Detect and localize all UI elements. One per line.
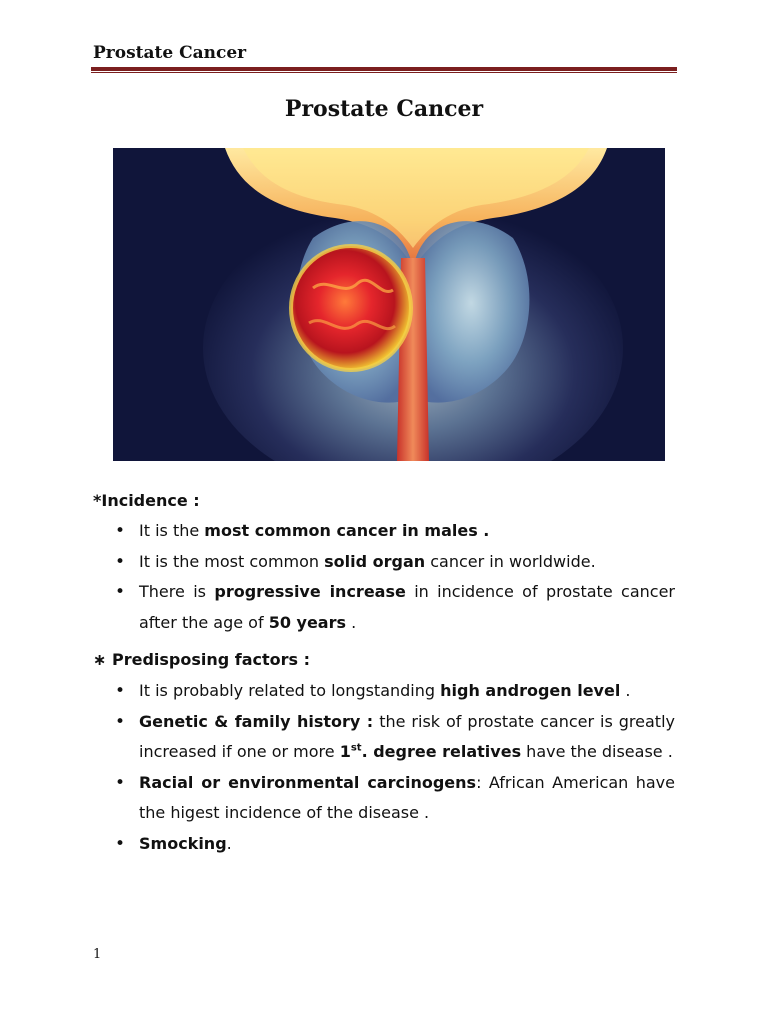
- header-rule-thin: [91, 72, 677, 73]
- list-item: • Racial or environmental carcinogens: African American have the higest incidence of the disease .: [113, 768, 675, 829]
- running-header: Prostate Cancer: [93, 43, 247, 63]
- page-number: 1: [93, 947, 102, 962]
- list-item: • It is the most common solid organ cancer in worldwide.: [113, 547, 675, 578]
- incidence-list: [113, 516, 675, 638]
- predisposing-heading: ∗ Predisposing factors :: [93, 650, 311, 669]
- header-rule: [91, 67, 677, 71]
- list-item: • Smocking.: [113, 829, 675, 860]
- incidence-heading: *Incidence :: [93, 491, 200, 510]
- list-item: • It is probably related to longstanding high androgen level .: [113, 676, 675, 707]
- prostate-tumor-illustration: [113, 148, 665, 461]
- predisposing-list: [113, 676, 675, 859]
- list-item: • It is the most common cancer in males .: [113, 516, 675, 547]
- list-item: • Genetic & family history : the risk of prostate cancer is greatly increased if one or more 1st. degree relatives have the disease .: [113, 707, 675, 768]
- document-title: Prostate Cancer: [284, 96, 484, 122]
- list-item: • There is progressive increase in incidence of prostate cancer after the age of 50 years .: [113, 577, 675, 638]
